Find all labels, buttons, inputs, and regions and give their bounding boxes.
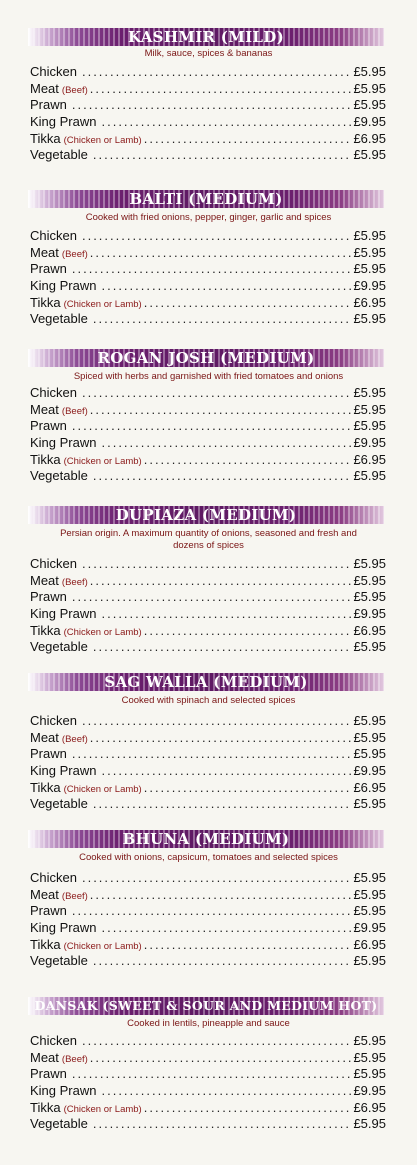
dot-leader [82, 385, 351, 400]
item-note: (Beef) [61, 405, 88, 417]
section-subtitle: Cooked with spinach and selected spices [121, 695, 296, 706]
dot-leader [93, 953, 352, 968]
item-name: Tikka [30, 1099, 61, 1115]
dot-leader [144, 131, 352, 146]
item-name: Vegetable [30, 1116, 88, 1132]
item-name: Tikka [30, 936, 61, 952]
item-price: £5.95 [353, 468, 386, 484]
dot-leader [144, 780, 352, 795]
item-name: Vegetable [30, 639, 88, 655]
dot-leader [90, 730, 352, 745]
section-banner [28, 506, 384, 524]
menu-item [30, 385, 386, 402]
item-name: Prawn [30, 746, 67, 762]
dot-leader [93, 468, 352, 483]
item-note: (Chicken or Lamb) [63, 626, 142, 638]
menu-item [30, 606, 386, 623]
dot-leader [72, 903, 352, 918]
item-note: (Beef) [61, 890, 88, 902]
menu-item [30, 937, 386, 954]
item-name: Meat [30, 729, 59, 745]
section-banner [28, 28, 384, 46]
menu-item [30, 556, 386, 573]
item-name: Chicken [30, 556, 77, 571]
item-price: £5.95 [353, 870, 386, 885]
item-note: (Chicken or Lamb) [63, 455, 142, 467]
menu-item [30, 97, 386, 114]
item-name: Vegetable [30, 953, 88, 969]
menu-item [30, 1033, 386, 1050]
item-note: (Chicken or Lamb) [63, 134, 142, 146]
dot-leader [90, 887, 352, 902]
menu-item [30, 623, 386, 640]
item-name: Tikka [30, 779, 61, 795]
item-price: £5.95 [353, 589, 386, 605]
dot-leader [90, 573, 352, 588]
item-name: Chicken [30, 385, 77, 400]
item-price: £9.95 [353, 763, 386, 779]
item-list [30, 556, 386, 656]
item-list [30, 1033, 386, 1133]
item-price: £5.95 [353, 953, 386, 969]
item-price: £5.95 [353, 886, 386, 902]
item-list [30, 713, 386, 813]
menu-item [30, 452, 386, 469]
item-price: £6.95 [353, 622, 386, 638]
section-title: SAG WALLA (MEDIUM) [104, 673, 308, 691]
item-note: (Chicken or Lamb) [63, 1103, 142, 1115]
section-title: DANSAK (SWEET & SOUR AND MEDIUM HOT) [34, 998, 378, 1013]
item-name: Chicken [30, 1033, 77, 1048]
item-name: Tikka [30, 622, 61, 638]
item-price: £5.95 [353, 556, 386, 571]
menu-item [30, 1116, 386, 1133]
item-note: (Beef) [61, 733, 88, 745]
menu-item [30, 64, 386, 81]
dot-leader [72, 261, 352, 276]
dot-leader [93, 311, 352, 326]
dot-leader [90, 81, 352, 96]
item-price: £6.95 [353, 451, 386, 467]
item-name: Vegetable [30, 796, 88, 812]
item-name: Vegetable [30, 147, 88, 163]
menu-item [30, 418, 386, 435]
item-note: (Beef) [61, 1053, 88, 1065]
dot-leader [90, 245, 352, 260]
dot-leader [90, 1050, 352, 1065]
item-price: £9.95 [353, 1083, 386, 1099]
section-banner [28, 190, 384, 208]
item-name: King Prawn [30, 606, 97, 622]
menu-item [30, 435, 386, 452]
dot-leader [101, 920, 351, 935]
dot-leader [101, 1083, 351, 1098]
section-subtitle: Milk, sauce, spices & bananas [144, 48, 273, 59]
dot-leader [72, 746, 352, 761]
section-banner [28, 997, 384, 1015]
menu-item [30, 468, 386, 485]
dot-leader [82, 870, 351, 885]
item-price: £5.95 [353, 261, 386, 277]
menu-item [30, 295, 386, 312]
item-price: £5.95 [353, 311, 386, 327]
section-subtitle: Cooked in lentils, pineapple and sauce [127, 1018, 290, 1029]
item-price: £5.95 [353, 64, 386, 79]
dot-leader [101, 763, 351, 778]
dot-leader [90, 402, 352, 417]
item-price: £5.95 [353, 244, 386, 260]
dot-leader [93, 1116, 352, 1131]
item-price: £6.95 [353, 294, 386, 310]
section-banner [28, 830, 384, 848]
item-name: Meat [30, 1049, 59, 1065]
item-note: (Chicken or Lamb) [63, 940, 142, 952]
menu-item [30, 311, 386, 328]
item-price: £9.95 [353, 278, 386, 294]
section-banner [28, 673, 384, 691]
menu-item [30, 796, 386, 813]
item-price: £5.95 [353, 1033, 386, 1048]
item-price: £9.95 [353, 114, 386, 130]
item-name: Vegetable [30, 468, 88, 484]
section-subtitle: Persian origin. A maximum quantity of onions, seasoned and fresh and dozens of spices [60, 528, 357, 551]
item-name: King Prawn [30, 278, 97, 294]
menu-item [30, 573, 386, 590]
dot-leader [82, 228, 351, 243]
item-name: King Prawn [30, 435, 97, 451]
menu-item [30, 903, 386, 920]
menu-item [30, 713, 386, 730]
item-list [30, 64, 386, 164]
menu-item [30, 402, 386, 419]
item-name: Chicken [30, 228, 77, 243]
menu-item [30, 746, 386, 763]
section-title: KASHMIR (MILD) [128, 28, 284, 46]
dot-leader [101, 114, 351, 129]
menu-item [30, 730, 386, 747]
menu-item [30, 1083, 386, 1100]
section-title: BALTI (MEDIUM) [129, 190, 283, 208]
item-price: £5.95 [353, 729, 386, 745]
item-name: Meat [30, 80, 59, 96]
dot-leader [82, 1033, 351, 1048]
item-note: (Beef) [61, 84, 88, 96]
item-list [30, 870, 386, 970]
item-list [30, 228, 386, 328]
item-note: (Chicken or Lamb) [63, 783, 142, 795]
item-name: Prawn [30, 1066, 67, 1082]
menu-item [30, 920, 386, 937]
item-price: £5.95 [353, 80, 386, 96]
menu-item [30, 1100, 386, 1117]
item-price: £5.95 [353, 903, 386, 919]
section-title: ROGAN JOSH (MEDIUM) [97, 349, 315, 367]
menu-item [30, 887, 386, 904]
item-price: £5.95 [353, 746, 386, 762]
menu-item [30, 245, 386, 262]
item-price: £5.95 [353, 572, 386, 588]
section-subtitle: Spiced with herbs and garnished with fried tomatoes and onions [73, 371, 344, 382]
menu-item [30, 131, 386, 148]
item-price: £5.95 [353, 228, 386, 243]
dot-leader [72, 418, 352, 433]
item-name: Chicken [30, 64, 77, 79]
item-name: Tikka [30, 130, 61, 146]
dot-leader [144, 295, 352, 310]
item-name: Vegetable [30, 311, 88, 327]
menu-item [30, 780, 386, 797]
dot-leader [72, 589, 352, 604]
dot-leader [101, 435, 351, 450]
dot-leader [93, 147, 352, 162]
item-name: King Prawn [30, 920, 97, 936]
item-name: King Prawn [30, 1083, 97, 1099]
item-price: £6.95 [353, 1099, 386, 1115]
dot-leader [144, 623, 352, 638]
item-price: £5.95 [353, 418, 386, 434]
dot-leader [82, 713, 351, 728]
item-name: Prawn [30, 589, 67, 605]
menu-item [30, 147, 386, 164]
item-price: £9.95 [353, 435, 386, 451]
item-price: £5.95 [353, 385, 386, 400]
item-price: £5.95 [353, 97, 386, 113]
dot-leader [72, 97, 352, 112]
item-name: Meat [30, 244, 59, 260]
item-name: Chicken [30, 713, 77, 728]
item-name: King Prawn [30, 114, 97, 130]
menu-item [30, 870, 386, 887]
menu-item [30, 763, 386, 780]
dot-leader [82, 64, 351, 79]
item-note: (Chicken or Lamb) [63, 298, 142, 310]
item-price: £5.95 [353, 401, 386, 417]
item-name: Prawn [30, 261, 67, 277]
menu-item [30, 589, 386, 606]
item-name: Prawn [30, 903, 67, 919]
item-name: Tikka [30, 294, 61, 310]
menu-item [30, 114, 386, 131]
menu-item [30, 1066, 386, 1083]
dot-leader [144, 937, 352, 952]
item-price: £6.95 [353, 130, 386, 146]
menu-item [30, 639, 386, 656]
item-list [30, 385, 386, 485]
menu-item [30, 1050, 386, 1067]
dot-leader [144, 452, 352, 467]
item-name: Meat [30, 401, 59, 417]
item-price: £5.95 [353, 147, 386, 163]
item-price: £5.95 [353, 713, 386, 728]
item-name: Tikka [30, 451, 61, 467]
item-name: Prawn [30, 97, 67, 113]
section-subtitle: Cooked with fried onions, pepper, ginger, garlic and spices [85, 212, 332, 223]
dot-leader [101, 278, 351, 293]
item-price: £6.95 [353, 779, 386, 795]
menu-item [30, 261, 386, 278]
item-note: (Beef) [61, 576, 88, 588]
item-note: (Beef) [61, 248, 88, 260]
menu-item [30, 953, 386, 970]
item-price: £5.95 [353, 639, 386, 655]
menu-item [30, 81, 386, 98]
dot-leader [82, 556, 351, 571]
dot-leader [101, 606, 351, 621]
section-title: BHUNA (MEDIUM) [122, 830, 290, 848]
item-price: £9.95 [353, 606, 386, 622]
item-name: Meat [30, 886, 59, 902]
item-price: £5.95 [353, 1066, 386, 1082]
section-title: DUPIAZA (MEDIUM) [115, 506, 297, 524]
section-subtitle: Cooked with onions, capsicum, tomatoes and selected spices [79, 852, 338, 863]
item-name: Meat [30, 572, 59, 588]
menu-item [30, 228, 386, 245]
item-name: King Prawn [30, 763, 97, 779]
dot-leader [93, 639, 352, 654]
item-price: £9.95 [353, 920, 386, 936]
item-price: £6.95 [353, 936, 386, 952]
item-name: Chicken [30, 870, 77, 885]
item-name: Prawn [30, 418, 67, 434]
section-banner [28, 349, 384, 367]
item-price: £5.95 [353, 1049, 386, 1065]
menu-item [30, 278, 386, 295]
item-price: £5.95 [353, 796, 386, 812]
dot-leader [144, 1100, 352, 1115]
item-price: £5.95 [353, 1116, 386, 1132]
dot-leader [72, 1066, 352, 1081]
dot-leader [93, 796, 352, 811]
